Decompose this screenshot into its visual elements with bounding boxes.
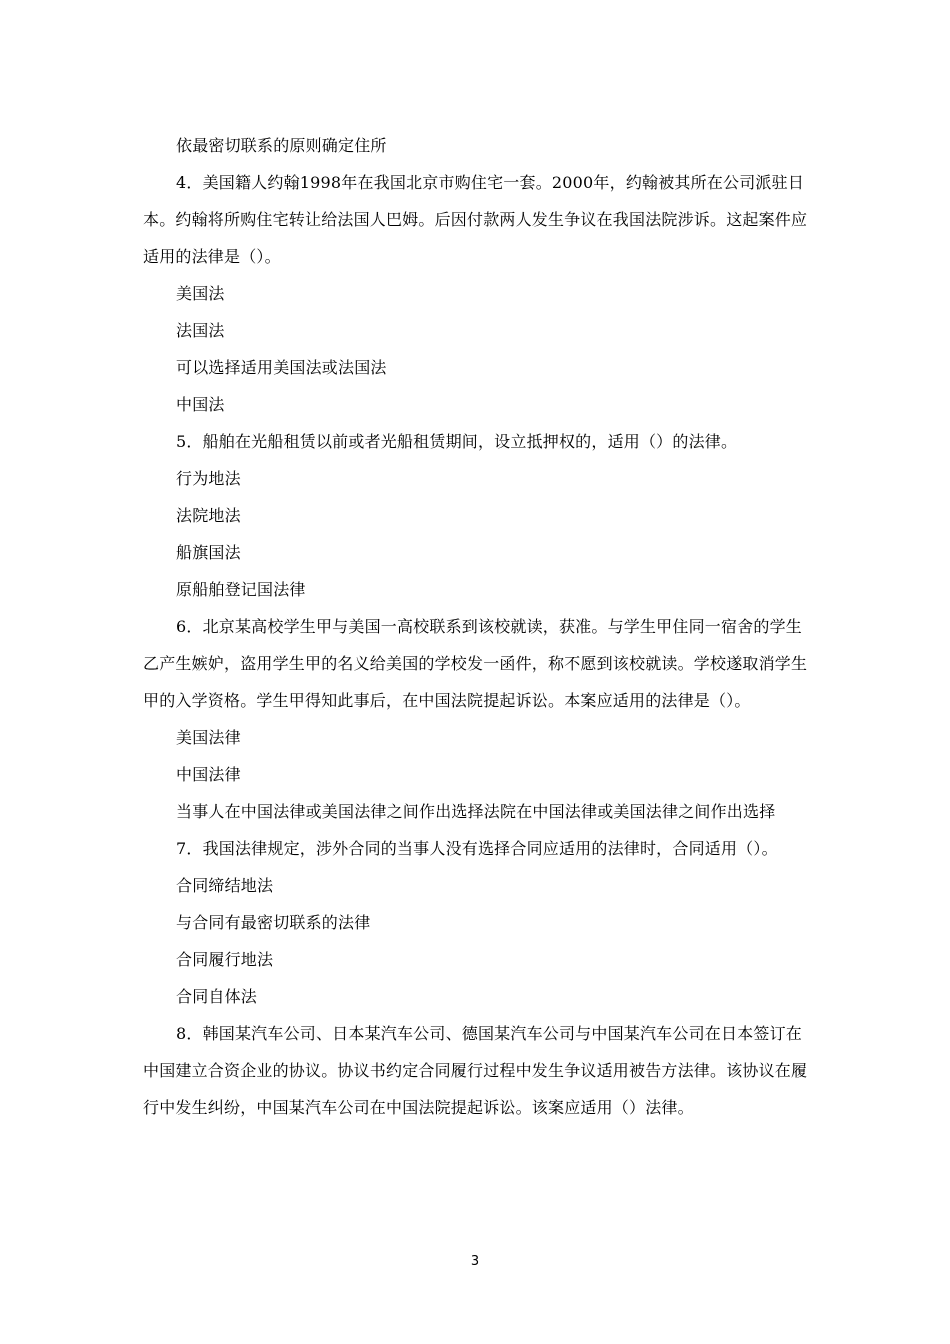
question-7: 7．我国法律规定，涉外合同的当事人没有选择合同应适用的法律时，合同适用（）。 <box>176 839 778 858</box>
question-5: 5．船舶在光船租赁以前或者光船租赁期间，设立抵押权的，适用（）的法律。 <box>176 432 738 451</box>
question-8: 8．韩国某汽车公司、日本某汽车公司、德国某汽车公司与中国某汽车公司在日本签订在中国建立合资企业的协议。协议书约定合同履行过程中发生争议适用被告方法律。该协议在履行中发生纠纷，中国某汽车公司在中国法院提起诉讼。该案应适用（）法律。 <box>143 1024 808 1117</box>
answer-option: 美国法 <box>176 284 225 303</box>
page-number: 3 <box>470 1254 480 1269</box>
answer-option: 船旗国法 <box>176 543 241 562</box>
answer-option: 美国法律 <box>176 728 241 747</box>
answer-option: 依最密切联系的原则确定住所 <box>176 136 387 155</box>
answer-option: 合同缔结地法 <box>176 876 274 895</box>
answer-option: 法国法 <box>176 321 225 340</box>
question-6: 6．北京某高校学生甲与美国一高校联系到该校就读，获准。与学生甲住同一宿舍的学生乙产生嫉妒，盗用学生甲的名义给美国的学校发一函件，称不愿到该校就读。学校遂取消学生甲的入学资格。学生甲得知此事后，在中国法院提起诉讼。本案应适用的法律是（）。 <box>143 617 808 710</box>
answer-option: 行为地法 <box>176 469 241 488</box>
question-4: 4．美国籍人约翰1998年在我国北京市购住宅一套。2000年，约翰被其所在公司派驻日本。约翰将所购住宅转让给法国人巴姆。后因付款两人发生争议在我国法院涉诉。这起案件应适用的法律是（）。 <box>143 173 808 266</box>
answer-option: 当事人在中国法律或美国法律之间作出选择法院在中国法律或美国法律之间作出选择 <box>176 802 776 821</box>
answer-option: 中国法 <box>176 395 225 414</box>
answer-option: 合同自体法 <box>176 987 258 1006</box>
answer-option: 中国法律 <box>176 765 241 784</box>
answer-option: 合同履行地法 <box>176 950 274 969</box>
answer-option: 原船舶登记国法律 <box>176 580 306 599</box>
page-content <box>143 127 809 1126</box>
answer-option: 可以选择适用美国法或法国法 <box>176 358 387 377</box>
answer-option: 法院地法 <box>176 506 241 525</box>
answer-option: 与合同有最密切联系的法律 <box>176 913 371 932</box>
